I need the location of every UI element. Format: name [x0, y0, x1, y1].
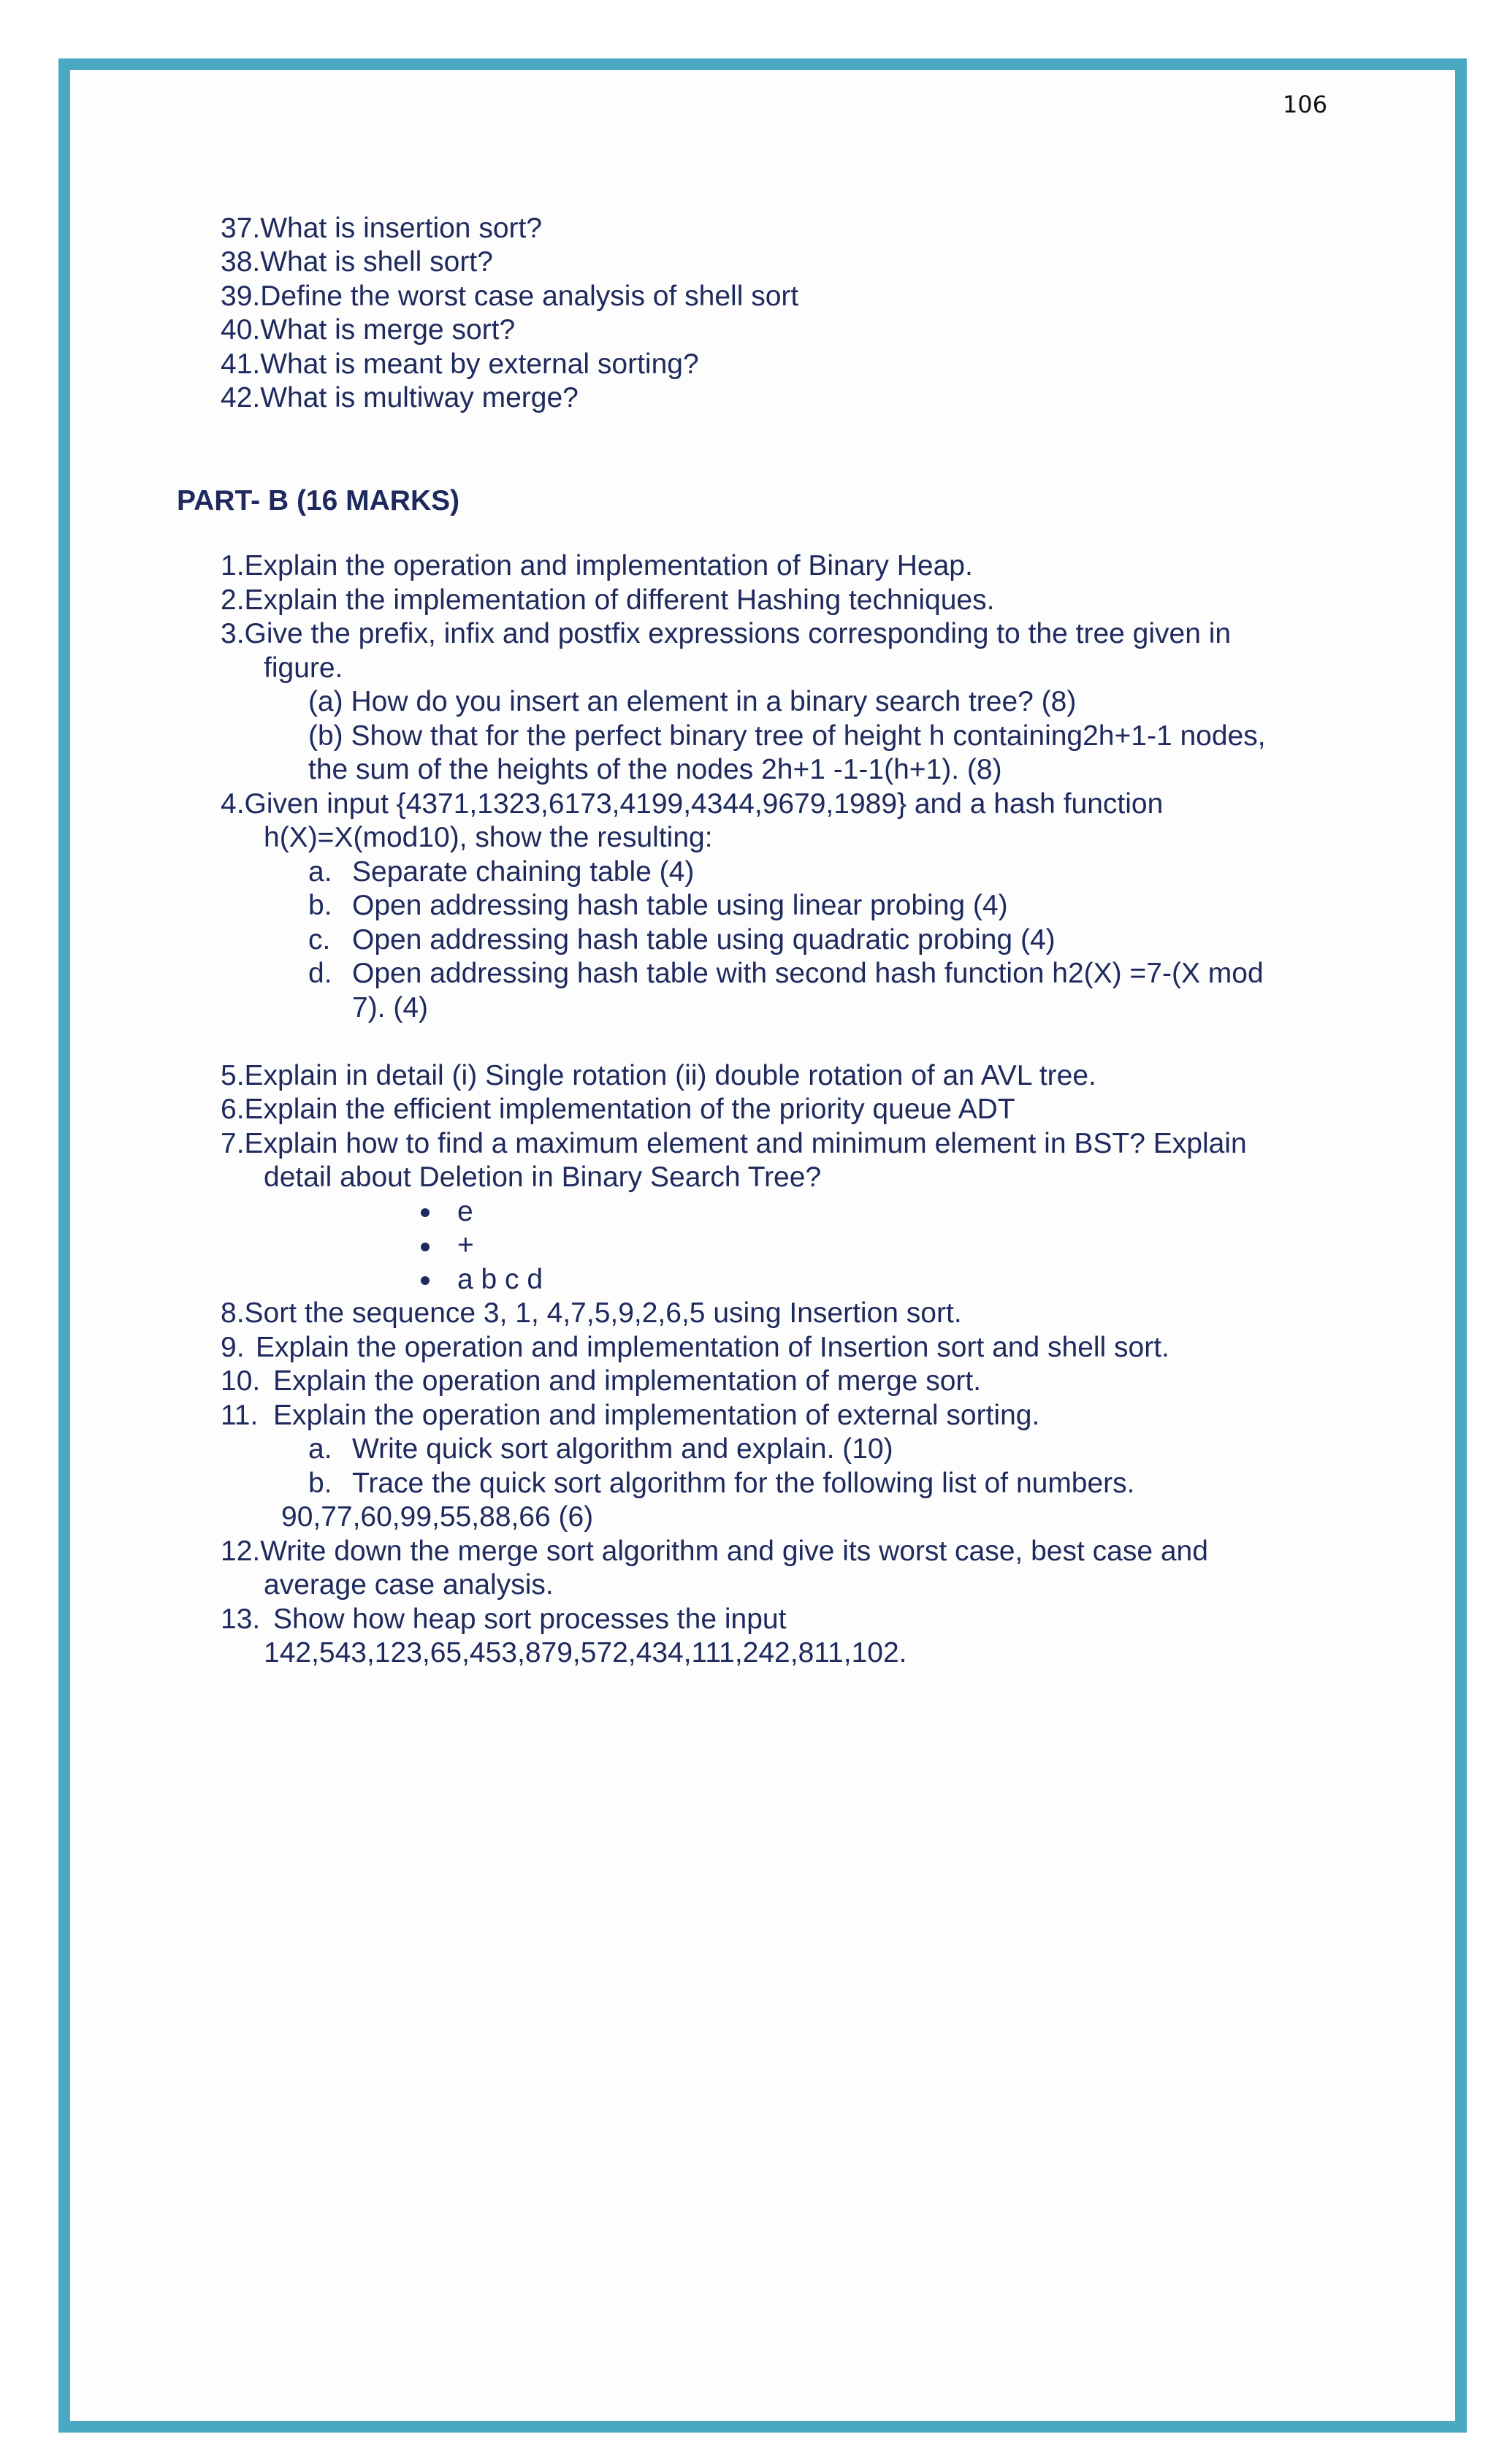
question-40: 40.What is merge sort? [221, 314, 516, 346]
sub-item-11b-cont: 90,77,60,99,55,88,66 (6) [281, 1501, 594, 1533]
part-b-question-3b: (b) Show that for the perfect binary tree of height h containing2h+1-1 nodes, [308, 720, 1266, 752]
part-b-question-4-cont: h(X)=X(mod10), show the resulting: [264, 822, 713, 853]
bullet-icon [421, 1243, 430, 1251]
part-b-question-13: 13. Show how heap sort processes the input [221, 1603, 787, 1635]
sub-item-4a: a. Separate chaining table (4) [308, 856, 695, 888]
part-b-question-4: 4.Given input {4371,1323,6173,4199,4344,9679,1989} and a hash function [221, 788, 1164, 820]
part-b-question-7: 7.Explain how to find a maximum element and minimum element in BST? Explain [221, 1128, 1247, 1159]
question-39: 39.Define the worst case analysis of shell sort [221, 281, 799, 312]
sub-item-4d: d. Open addressing hash table with second hash function h2(X) =7-(X mod [308, 958, 1264, 989]
sub-item-11a: a. Write quick sort algorithm and explain. (10) [308, 1433, 893, 1465]
bullet-icon [421, 1276, 430, 1285]
part-b-question-3a: (a) How do you insert an element in a binary search tree? (8) [308, 686, 1077, 717]
part-b-question-12: 12.Write down the merge sort algorithm and give its worst case, best case and [221, 1536, 1208, 1567]
sub-item-4b: b. Open addressing hash table using linear probing (4) [308, 890, 1008, 921]
bullet-item: + [457, 1229, 474, 1261]
bullet-item: a b c d [457, 1264, 543, 1295]
part-b-question-11: 11. Explain the operation and implementation of external sorting. [221, 1400, 1040, 1431]
bullet-icon [421, 1208, 430, 1217]
part-b-question-3-cont: figure. [264, 652, 343, 684]
bullet-item: e [457, 1196, 473, 1227]
page-number: 106 [1283, 91, 1328, 118]
sub-item-4d-cont: 7). (4) [352, 992, 429, 1023]
part-b-question-12-cont: average case analysis. [264, 1569, 554, 1601]
part-b-question-3: 3.Give the prefix, infix and postfix expressions corresponding to the tree given in [221, 618, 1232, 649]
question-41: 41.What is meant by external sorting? [221, 348, 699, 380]
part-b-question-1: 1.Explain the operation and implementation of Binary Heap. [221, 550, 973, 581]
part-b-question-5: 5.Explain in detail (i) Single rotation (ii) double rotation of an AVL tree. [221, 1060, 1096, 1091]
question-42: 42.What is multiway merge? [221, 382, 579, 413]
part-b-question-8: 8.Sort the sequence 3, 1, 4,7,5,9,2,6,5 using Insertion sort. [221, 1297, 962, 1329]
sub-item-4c: c. Open addressing hash table using quadratic probing (4) [308, 924, 1056, 956]
part-b-question-3b-cont: the sum of the heights of the nodes 2h+1 -1-1(h+1). (8) [308, 754, 1002, 785]
part-b-heading: PART- B (16 MARKS) [177, 485, 460, 516]
sub-item-11b: b. Trace the quick sort algorithm for the following list of numbers. [308, 1468, 1135, 1499]
part-b-question-6: 6.Explain the efficient implementation of the priority queue ADT [221, 1094, 1015, 1125]
part-b-question-10: 10. Explain the operation and implementation of merge sort. [221, 1365, 982, 1397]
part-b-question-2: 2.Explain the implementation of different Hashing techniques. [221, 584, 995, 616]
question-38: 38.What is shell sort? [221, 246, 493, 278]
question-37: 37.What is insertion sort? [221, 213, 543, 244]
part-b-question-13-cont: 142,543,123,65,453,879,572,434,111,242,811,102. [264, 1637, 907, 1668]
part-b-question-7-cont: detail about Deletion in Binary Search Tree? [264, 1162, 822, 1193]
part-b-question-9: 9. Explain the operation and implementation of Insertion sort and shell sort. [221, 1332, 1169, 1363]
